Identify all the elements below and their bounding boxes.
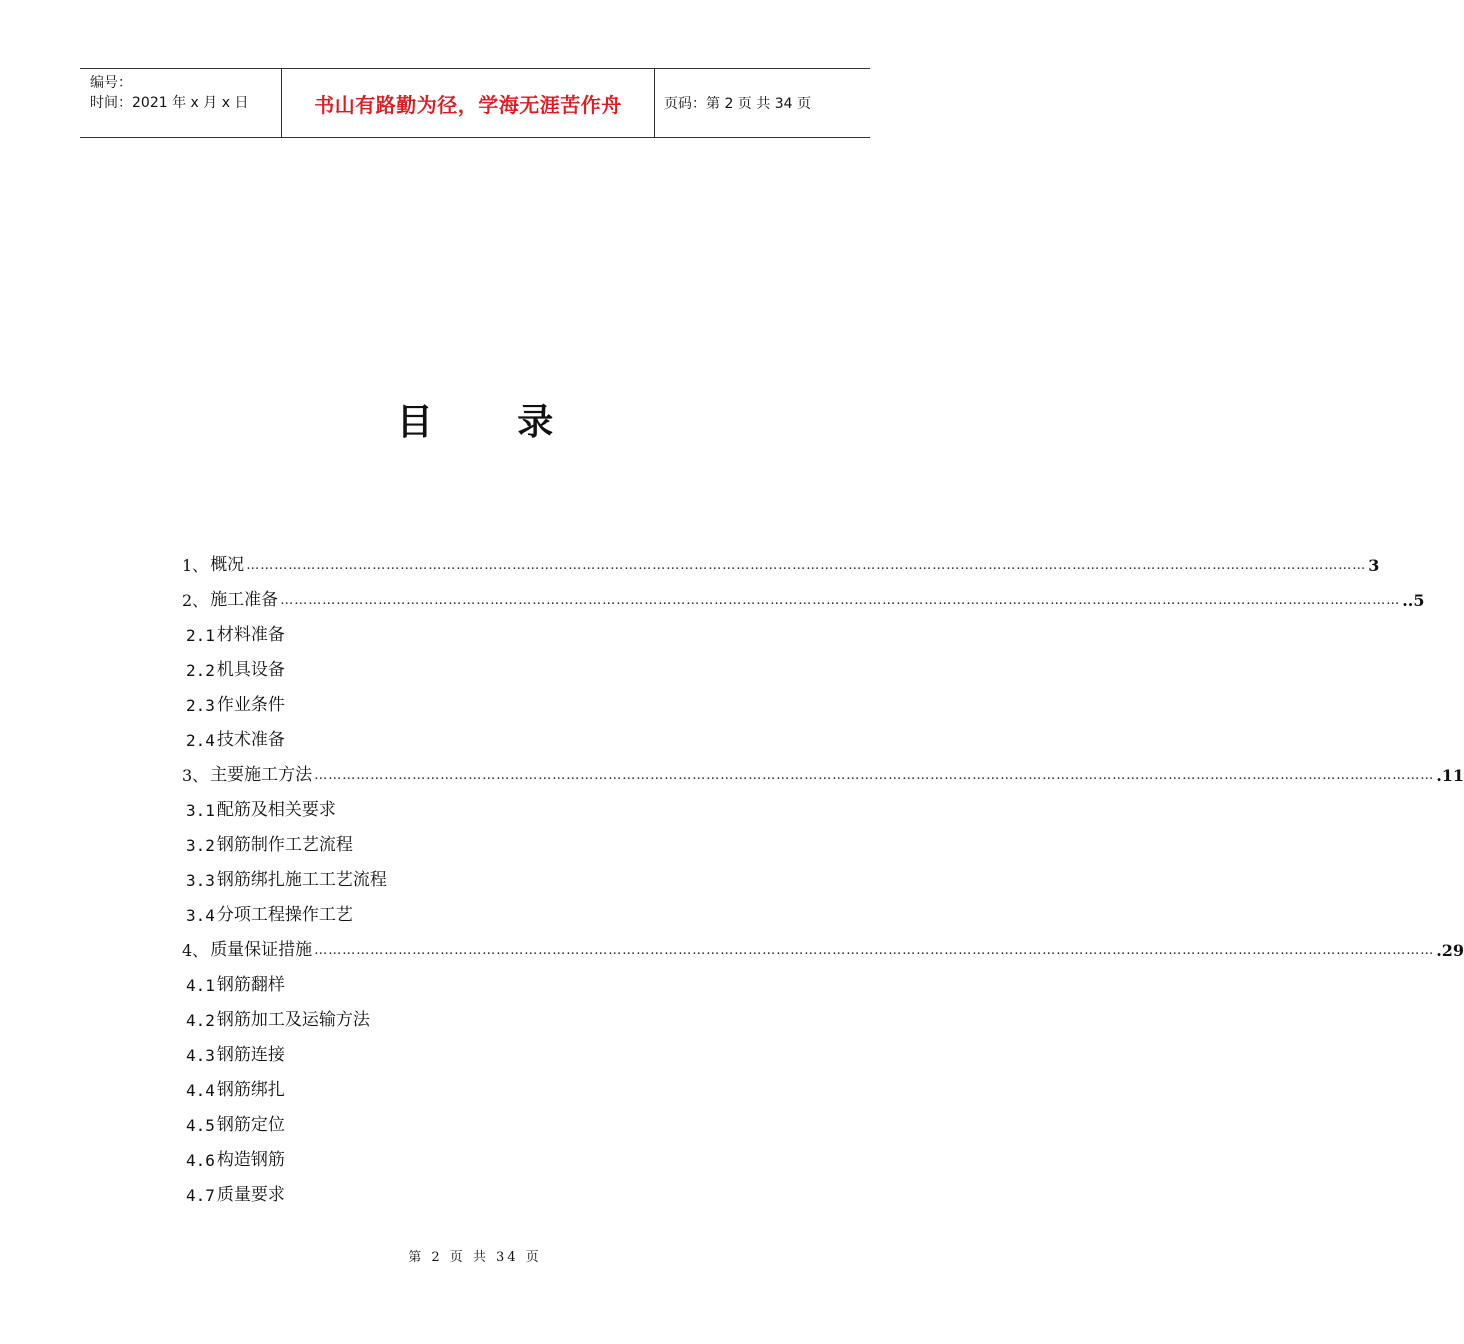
toc-entry-label: 作业条件 xyxy=(216,695,285,715)
toc-entry[interactable] xyxy=(182,618,752,653)
toc-entry-label: 主要施工方法 xyxy=(210,765,313,785)
toc-entry[interactable] xyxy=(182,548,1380,583)
toc-entry-number: 3.3 xyxy=(186,871,215,890)
toc-entry[interactable] xyxy=(182,758,1464,793)
toc-entry[interactable] xyxy=(182,723,752,758)
toc-entry-number: 3.1 xyxy=(186,801,215,820)
toc-dot-leader: …………………………………………………………………………………………………………………………………………………………………………………………………………………… xyxy=(246,558,1367,573)
toc-entry[interactable] xyxy=(182,688,752,723)
header-meta-cell xyxy=(80,69,282,137)
toc-entry[interactable] xyxy=(182,1073,752,1108)
toc-entry-label: 钢筋制作工艺流程 xyxy=(216,835,353,855)
toc-entry-number: 3、 xyxy=(182,766,209,785)
toc-entry-number: 2.4 xyxy=(186,731,215,750)
toc-entry-label: 质量要求 xyxy=(216,1185,285,1205)
toc-entry[interactable] xyxy=(182,828,752,863)
toc-entry-label: 钢筋加工及运输方法 xyxy=(216,1010,370,1030)
toc-entry-number: 2.1 xyxy=(186,626,215,645)
toc-entry-number: 4.3 xyxy=(186,1046,215,1065)
document-number-label: 编号： xyxy=(90,75,132,91)
toc-entry-label: 技术准备 xyxy=(216,730,285,750)
page-header xyxy=(80,68,870,138)
toc-entry-number: 1、 xyxy=(182,556,209,575)
toc-entry-number: 4.1 xyxy=(186,976,215,995)
toc-dot-leader: …………………………………………………………………………………………………………………………………………………………………………………………………………………… xyxy=(314,768,1435,783)
toc-entry-label: 钢筋翻样 xyxy=(216,975,285,995)
toc-entry-label: 配筋及相关要求 xyxy=(216,800,336,820)
header-motto: 书山有路勤为径，学海无涯苦作舟 xyxy=(314,92,622,117)
toc-entry-number: 3.4 xyxy=(186,906,215,925)
toc-entry-label: 钢筋连接 xyxy=(216,1045,285,1065)
toc-entry[interactable] xyxy=(182,863,752,898)
toc-entry[interactable] xyxy=(182,1178,752,1213)
toc-entry-number: 2.3 xyxy=(186,696,215,715)
toc-entry-number: 2、 xyxy=(182,591,209,610)
document-date-label: 时间：2021 年 x 月 x 日 xyxy=(90,95,249,111)
toc-entry-label: 施工准备 xyxy=(210,590,279,610)
toc-entry[interactable] xyxy=(182,1003,752,1038)
toc-entry[interactable] xyxy=(182,898,752,933)
toc-entry-page: .29 xyxy=(1436,941,1464,960)
toc-entry-number: 4.5 xyxy=(186,1116,215,1135)
toc-entry[interactable] xyxy=(182,968,752,1003)
toc-entry-label: 构造钢筋 xyxy=(216,1150,285,1170)
toc-entry-number: 4.2 xyxy=(186,1011,215,1030)
toc-entry-label: 概况 xyxy=(210,555,245,575)
toc-entry[interactable] xyxy=(182,1108,752,1143)
toc-entry-number: 4、 xyxy=(182,941,209,960)
toc-entry-number: 2.2 xyxy=(186,661,215,680)
toc-entry-page: ..5 xyxy=(1402,591,1425,610)
toc-dot-leader: …………………………………………………………………………………………………………………………………………………………………………………………………………………… xyxy=(280,593,1401,608)
toc-entry-number: 3.2 xyxy=(186,836,215,855)
toc-entry-label: 分项工程操作工艺 xyxy=(216,905,353,925)
toc-entry[interactable] xyxy=(182,1143,752,1178)
table-of-contents xyxy=(182,548,1464,1213)
toc-entry[interactable] xyxy=(182,933,1464,968)
toc-entry-number: 4.6 xyxy=(186,1151,215,1170)
toc-entry-label: 钢筋绑扎 xyxy=(216,1080,285,1100)
page-footer: 第 2 页 共 34 页 xyxy=(408,1250,542,1265)
toc-entry[interactable] xyxy=(182,793,752,828)
toc-entry-label: 质量保证措施 xyxy=(210,940,313,960)
toc-entry-label: 钢筋定位 xyxy=(216,1115,285,1135)
toc-entry-page: .11 xyxy=(1436,766,1464,785)
toc-dot-leader: …………………………………………………………………………………………………………………………………………………………………………………………………………………… xyxy=(314,943,1435,958)
toc-entry-number: 4.7 xyxy=(186,1186,215,1205)
toc-entry-label: 机具设备 xyxy=(216,660,285,680)
toc-entry[interactable] xyxy=(182,653,752,688)
toc-title: 目 录 xyxy=(396,401,590,443)
toc-entry-page: 3 xyxy=(1368,556,1380,575)
toc-entry-label: 钢筋绑扎施工工艺流程 xyxy=(216,870,387,890)
toc-entry-number: 4.4 xyxy=(186,1081,215,1100)
toc-entry[interactable] xyxy=(182,583,1425,618)
header-page-info: 页码：第 2 页 共 34 页 xyxy=(664,96,811,112)
header-motto-cell xyxy=(282,69,655,137)
toc-entry[interactable] xyxy=(182,1038,752,1073)
toc-entry-label: 材料准备 xyxy=(216,625,285,645)
header-page-cell xyxy=(655,69,870,137)
